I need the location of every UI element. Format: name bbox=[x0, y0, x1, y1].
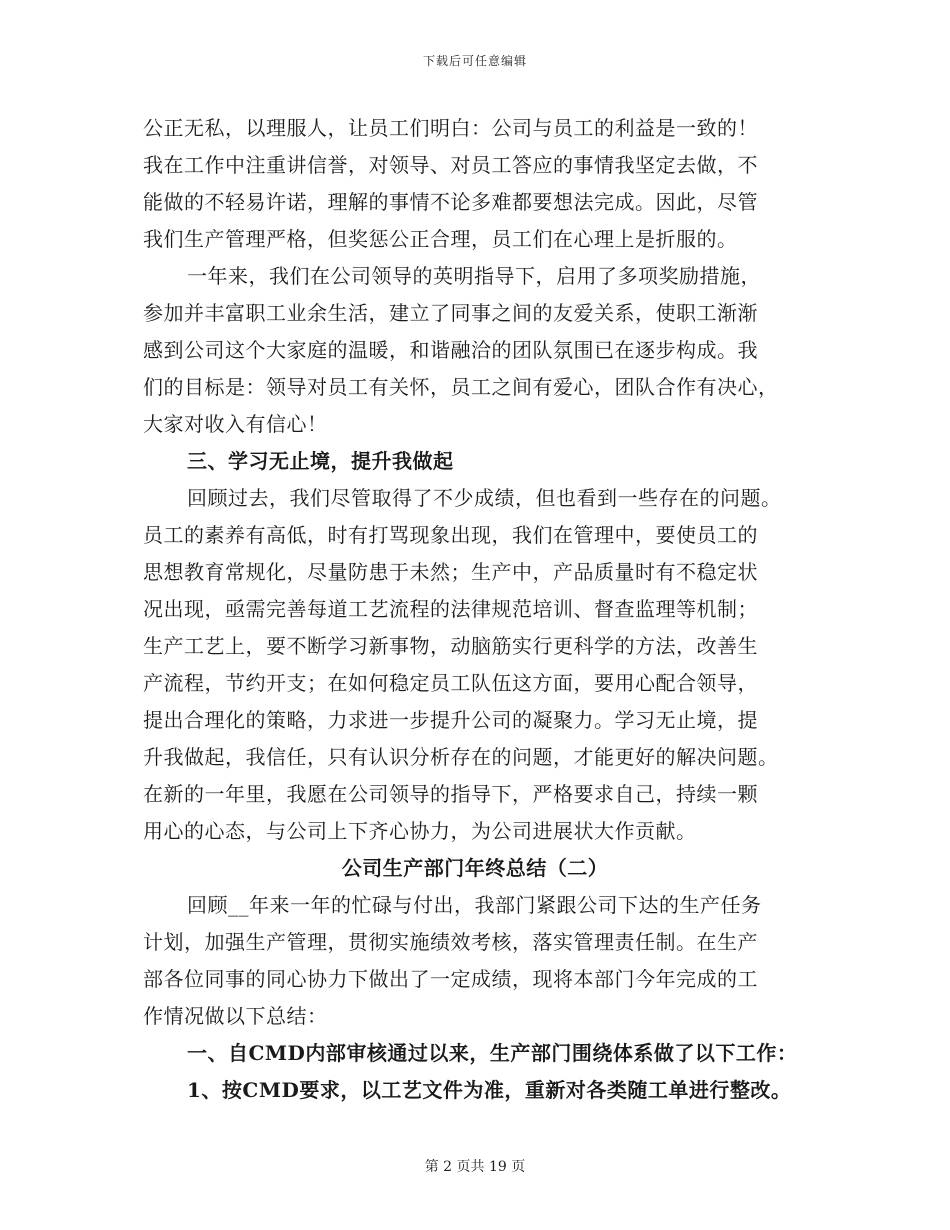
body-text-line: 思想教育常规化，尽量防患于未然；生产中，产品质量时有不稳定状 bbox=[143, 560, 758, 584]
body-text-line: 员工的素养有高低，时有打骂现象出现，我们在管理中，要使员工的 bbox=[143, 523, 758, 547]
body-text-line: 我们生产管理严格，但奖惩公正合理，员工们在心理上是折服的。 bbox=[143, 227, 738, 251]
body-text-line: 在新的一年里，我愿在公司领导的指导下，严格要求自己，持续一颗 bbox=[143, 782, 758, 806]
body-text-line: 回顾__年来一年的忙碌与付出，我部门紧跟公司下达的生产任务 bbox=[187, 893, 762, 917]
body-text-line: 能做的不轻易许诺，理解的事情不论多难都要想法完成。因此，尽管 bbox=[143, 190, 758, 214]
body-text-line: 部各位同事的同心协力下做出了一定成绩，现将本部门今年完成的工 bbox=[143, 967, 758, 991]
section-heading: 1、按CMD要求，以工艺文件为准，重新对各类随工单进行整改。 bbox=[187, 1078, 792, 1102]
body-text-line: 回顾过去，我们尽管取得了不少成绩，但也看到一些存在的问题。 bbox=[187, 486, 782, 510]
body-text-line: 况出现，亟需完善每道工艺流程的法律规范培训、督查监理等机制； bbox=[143, 597, 758, 621]
section-heading: 一、自CMD内部审核通过以来，生产部门围绕体系做了以下工作： bbox=[187, 1041, 798, 1065]
body-text-line: 作情况做以下总结： bbox=[143, 1004, 328, 1028]
document-body bbox=[143, 110, 807, 1109]
body-text-line: 感到公司这个大家庭的温暖，和谐融洽的团队氛围已在逐步构成。我 bbox=[143, 338, 758, 362]
body-text-line: 生产工艺上，要不断学习新事物，动脑筋实行更科学的方法，改善生 bbox=[143, 634, 758, 658]
body-text-line: 提出合理化的策略，力求进一步提升公司的凝聚力。学习无止境，提 bbox=[143, 708, 758, 732]
page-header: 下载后可任意编辑 bbox=[422, 54, 527, 68]
body-text-line: 产流程，节约开支；在如何稳定员工队伍这方面，要用心配合领导， bbox=[143, 671, 758, 695]
body-text-line: 公正无私，以理服人，让员工们明白：公司与员工的利益是一致的！ bbox=[143, 116, 758, 140]
page-footer: 第 2 页共 19 页 bbox=[424, 1159, 526, 1175]
body-text-line: 参加并丰富职工业余生活，建立了同事之间的友爱关系，使职工渐渐 bbox=[143, 301, 758, 325]
section-heading: 三、学习无止境，提升我做起 bbox=[187, 449, 454, 473]
body-text-line: 们的目标是：领导对员工有关怀，员工之间有爱心，团队合作有决心， bbox=[143, 375, 779, 399]
section-title: 公司生产部门年终总结（二） bbox=[341, 856, 609, 880]
body-text-line: 一年来，我们在公司领导的英明指导下，启用了多项奖励措施， bbox=[187, 264, 761, 288]
body-text-line: 用心的心态，与公司上下齐心协力，为公司进展状大作贡献。 bbox=[143, 819, 697, 843]
body-text-line: 我在工作中注重讲信誉，对领导、对员工答应的事情我坚定去做，不 bbox=[143, 153, 758, 177]
body-text-line: 计划，加强生产管理，贯彻实施绩效考核，落实管理责任制。在生产 bbox=[143, 930, 758, 954]
body-text-line: 升我做起，我信任，只有认识分析存在的问题，才能更好的解决问题。 bbox=[143, 745, 779, 769]
body-text-line: 大家对收入有信心！ bbox=[143, 412, 328, 436]
